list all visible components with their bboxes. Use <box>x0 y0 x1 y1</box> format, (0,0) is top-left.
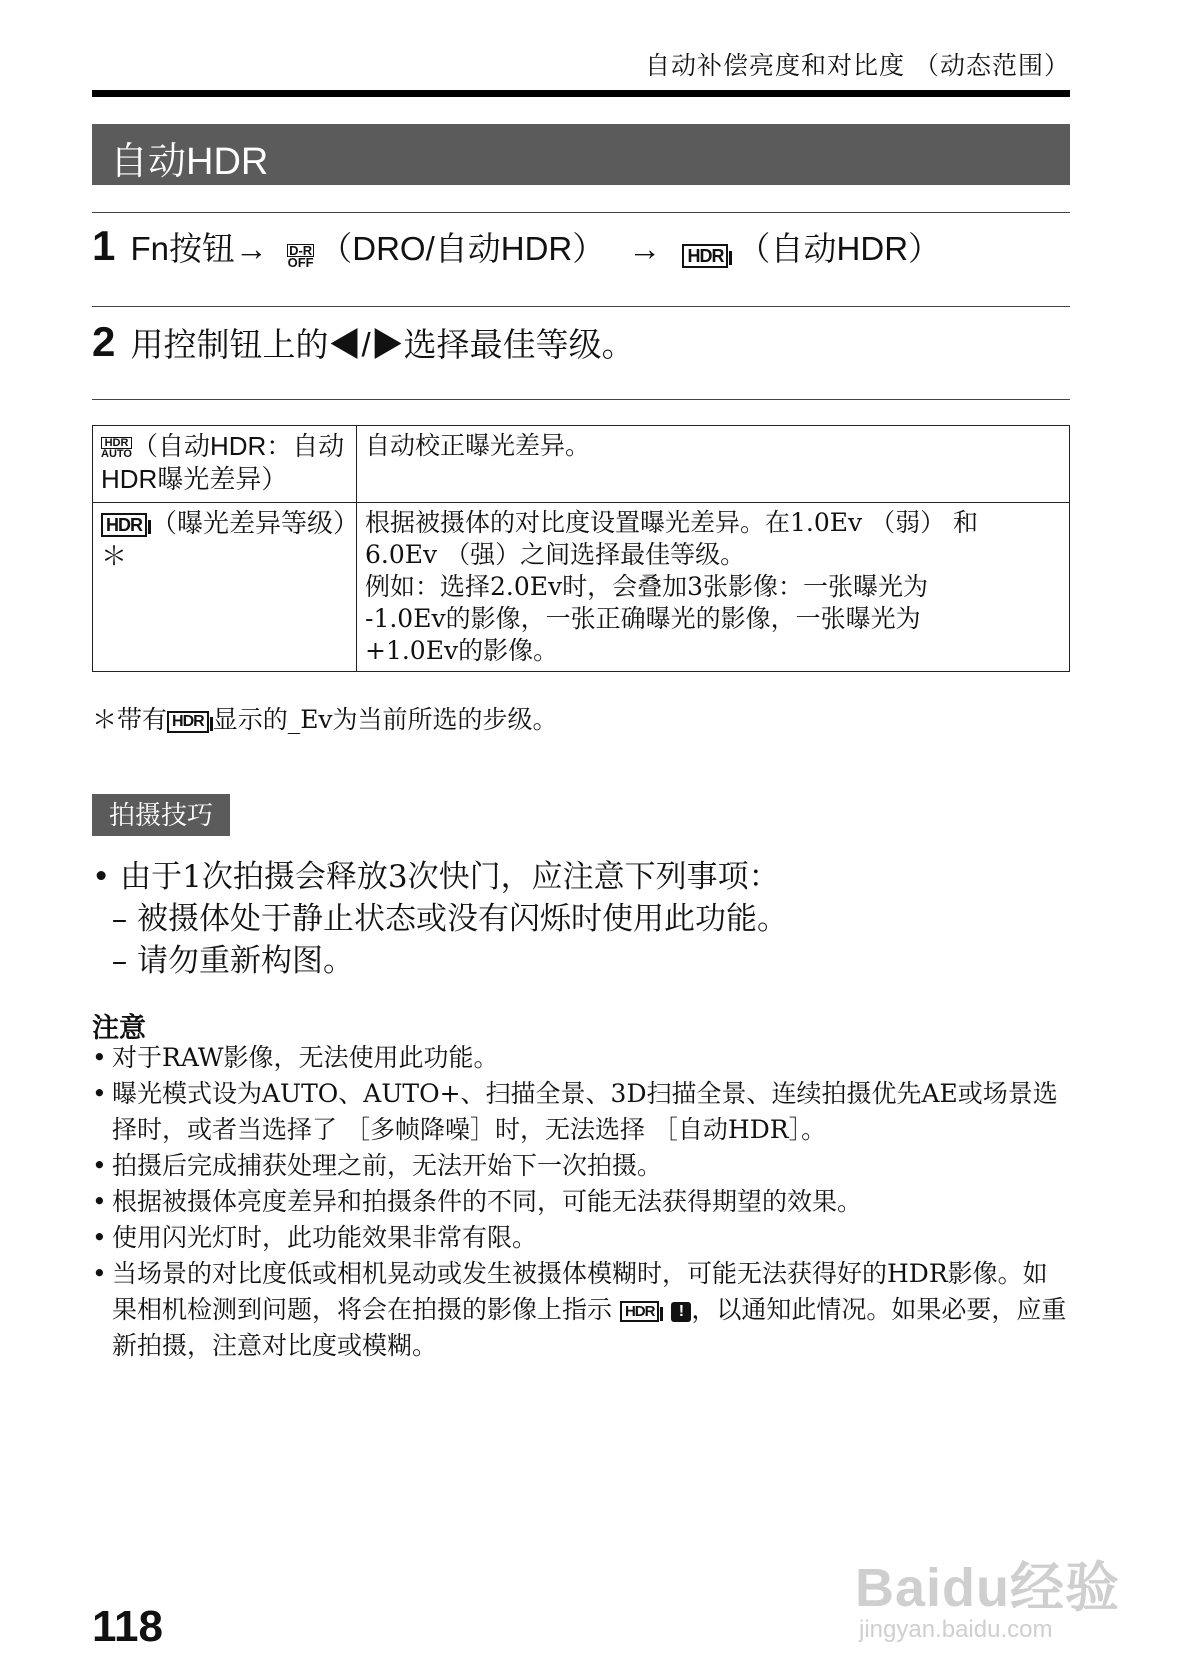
step-2-text: 用控制钮上的◀/▶选择最佳等级。 <box>130 326 635 363</box>
watermark <box>855 1545 1120 1644</box>
hdr-icon <box>620 1295 664 1324</box>
section-title: 自动HDR <box>110 141 269 183</box>
option-label: （曝光差异等级）＊ <box>101 508 347 571</box>
footnote-suffix: 显示的_Ev为当前所选的步级。 <box>212 705 558 734</box>
warning-icon: ! <box>671 1302 691 1322</box>
step-1-part3: （自动HDR） <box>737 230 942 267</box>
table-row <box>93 503 1070 672</box>
hdr-icon-label: HDR <box>682 244 728 268</box>
hdr-icon <box>167 705 213 734</box>
hdr-icon <box>682 245 732 264</box>
divider <box>92 212 1070 213</box>
header-rule <box>92 90 1070 97</box>
option-desc-cell <box>357 426 1070 503</box>
option-desc-line: -1.0Ev的影像，一张正确曝光的影像，一张曝光为 <box>365 604 921 633</box>
step-1-part2: （DRO/自动HDR） <box>319 230 606 267</box>
option-desc-cell <box>357 503 1070 672</box>
divider <box>92 399 1070 400</box>
option-desc-line: 根据被摄体的对比度设置曝光差异。在1.0Ev （弱） 和 <box>365 508 979 537</box>
notes-heading: 注意 <box>92 1013 146 1043</box>
footnote <box>92 700 558 736</box>
dro-off-icon <box>287 244 314 268</box>
tips-line: – 请勿重新构图。 <box>92 943 355 979</box>
hdr-icon-label: HDR <box>167 711 209 733</box>
step-2-number: 2 <box>92 318 116 365</box>
dro-icon-top: D-R <box>289 242 313 258</box>
step-1 <box>92 222 941 270</box>
hdr-icon <box>101 508 151 538</box>
divider <box>92 306 1070 307</box>
tips-list <box>92 856 788 982</box>
option-desc-line: 自动校正曝光差异。 <box>365 431 591 460</box>
step-1-part1: Fn按钮→ <box>130 230 268 267</box>
note-item <box>92 1256 1072 1364</box>
step-1-arrow: → <box>628 230 662 267</box>
option-desc-line: 6.0Ev （强）之间选择最佳等级。 <box>365 540 746 569</box>
tips-line: • 由于1次拍摄会释放3次快门，应注意下列事项： <box>92 859 780 895</box>
running-header: 自动补偿亮度和对比度 （动态范围） <box>645 51 1070 80</box>
options-table <box>92 425 1070 672</box>
option-label: （自动HDR：自动HDR曝光差异） <box>101 431 345 494</box>
note-text: 当场景的对比度低或相机晃动或发生被摄体模糊时，可能无法获得好的HDR影像。如果相机检测到问题，将会在拍摄的影像上指示 <box>112 1259 1048 1324</box>
note-item: • 拍摄后完成捕获处理之前，无法开始下一次拍摄。 <box>92 1148 1072 1184</box>
hdr-auto-icon-bottom: AUTO <box>101 448 132 461</box>
page-number: 118 <box>92 1602 163 1651</box>
option-label-cell <box>93 426 357 503</box>
table-row <box>93 426 1070 503</box>
hdr-icon-tail <box>660 1307 663 1321</box>
note-item: • 对于RAW影像，无法使用此功能。 <box>92 1040 1072 1076</box>
watermark-brand: Baidu经验 <box>855 1558 1121 1618</box>
dro-icon-bottom: OFF <box>287 254 314 270</box>
footnote-prefix: ＊带有 <box>92 705 168 734</box>
hdr-icon-label: HDR <box>620 1301 660 1322</box>
tips-label: 拍摄技巧 <box>92 794 230 836</box>
hdr-icon-tail <box>729 251 732 265</box>
note-item: • 使用闪光灯时，此功能效果非常有限。 <box>92 1220 1072 1256</box>
notes-list <box>92 1040 1072 1364</box>
option-label-cell <box>93 503 357 672</box>
hdr-icon-label: HDR <box>101 513 147 537</box>
step-2 <box>92 318 635 366</box>
step-1-number: 1 <box>92 222 116 269</box>
tips-line: – 被摄体处于静止状态或没有闪烁时使用此功能。 <box>92 901 789 937</box>
option-desc-line: +1.0Ev的影像。 <box>365 636 559 665</box>
hdr-auto-icon-top: HDR <box>101 437 132 449</box>
option-desc-line: 例如：选择2.0Ev时，会叠加3张影像：一张曝光为 <box>365 572 929 601</box>
note-text: ，以通知此情况。如果必要，应重新拍摄，注意对比度或模糊。 <box>112 1295 1067 1360</box>
note-item: • 根据被摄体亮度差异和拍摄条件的不同，可能无法获得期望的效果。 <box>92 1184 1072 1220</box>
note-item: • 曝光模式设为AUTO、AUTO+、扫描全景、3D扫描全景、连续拍摄优先AE或场景选择时，或者当选择了 ［多帧降噪］时，无法选择 ［自动HDR］。 <box>92 1076 1072 1148</box>
watermark-url: jingyan.baidu.com <box>859 1616 1053 1643</box>
hdr-auto-icon <box>101 437 132 459</box>
